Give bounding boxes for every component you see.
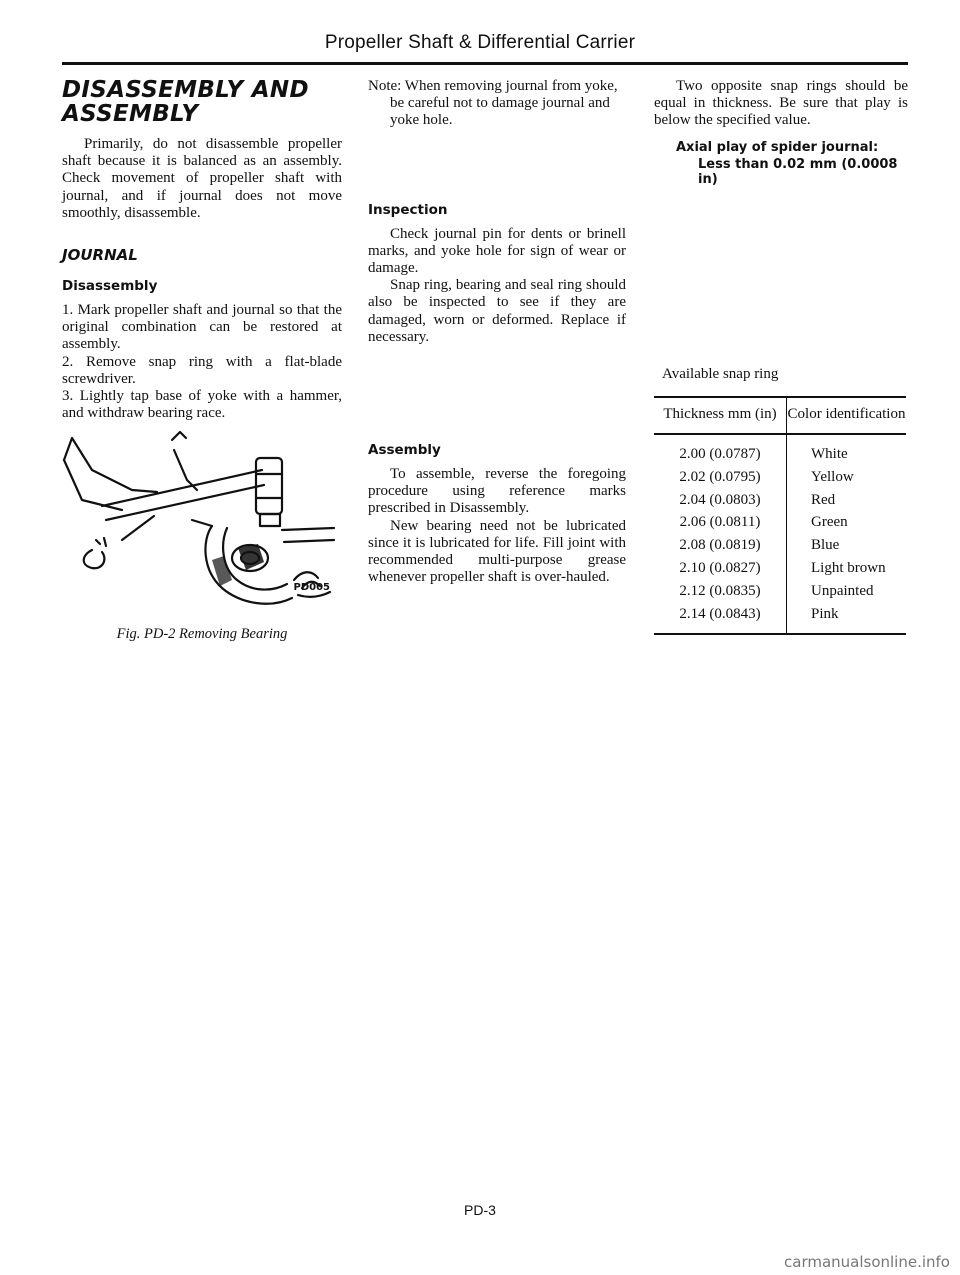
table-row — [654, 534, 906, 557]
header-rule — [62, 62, 908, 65]
thickness-cell: 2.08 (0.0819) — [654, 534, 787, 557]
note-block — [368, 78, 626, 130]
thickness-cell: 2.04 (0.0803) — [654, 489, 787, 512]
table-header-row — [654, 397, 906, 434]
color-cell: Green — [811, 514, 848, 531]
color-cell: Red — [811, 491, 836, 508]
header-color — [787, 397, 907, 434]
color-cell: Pink — [787, 603, 907, 635]
removing-bearing-figure — [62, 430, 342, 630]
step-2: 2. Remove snap ring with a flat-blade screwdriver. — [62, 353, 342, 387]
snap-ring-table — [654, 396, 906, 635]
header-color-label: Color identification — [787, 406, 906, 422]
column-middle — [368, 78, 626, 586]
disassembly-heading: Disassembly — [62, 278, 158, 295]
table-row — [654, 489, 906, 512]
intro-paragraph: Primarily, do not disassemble propeller shaft because it is balanced as an assembly. Check movement of propeller shaft with journal, and if journal does not move smoothly, disassemble. — [62, 136, 342, 221]
thickness-cell: 2.10 (0.0827) — [654, 557, 787, 580]
assembly-paragraph-2: New bearing need not be lubricated since it is lubricated for life. Fill joint with recommended multi-purpose grease whenever propeller shaft is over-hauled. — [368, 517, 626, 586]
thickness-cell: 2.02 (0.0795) — [654, 466, 787, 489]
inspection-paragraph-1: Check journal pin for dents or brinell marks, and yoke hole for sign of wear or damage. — [368, 225, 626, 277]
figure-caption: Fig. PD-2 Removing Bearing — [116, 626, 288, 643]
assembly-heading: Assembly — [368, 442, 441, 459]
table-title: Available snap ring — [662, 366, 779, 382]
color-cell: Light brown — [811, 559, 886, 576]
color-cell: Unpainted — [811, 582, 874, 599]
watermark: carmanualsonline.info — [784, 1253, 950, 1271]
table-row — [654, 511, 906, 534]
header-thickness — [654, 397, 787, 434]
color-cell: Yellow — [811, 468, 854, 485]
color-cell: Blue — [811, 537, 840, 554]
table-row — [654, 434, 906, 466]
note-text: Note: When removing journal from yoke, be careful not to damage journal and yoke hole. — [368, 78, 618, 129]
snap-ring-paragraph: Two opposite snap rings should be equal in thickness. Be sure that play is below the specified value. — [654, 78, 908, 129]
page-number: PD-3 — [464, 1202, 496, 1218]
journal-heading: JOURNAL — [62, 246, 138, 265]
step-1: 1. Mark propeller shaft and journal so that the original combination can be restored at assembly. — [62, 302, 342, 353]
table-row — [654, 466, 906, 489]
thickness-cell: 2.06 (0.0811) — [654, 511, 787, 534]
header-thickness-label: Thickness mm (in) — [663, 406, 777, 422]
table-row — [654, 557, 906, 580]
inspection-heading: Inspection — [368, 201, 448, 218]
column-left — [62, 78, 342, 643]
spec-value: Less than 0.02 mm (0.0008 in) — [698, 156, 898, 187]
page-header: Propeller Shaft & Differential Carrier — [324, 32, 636, 53]
thickness-cell: 2.00 (0.0787) — [654, 434, 787, 466]
thickness-cell: 2.12 (0.0835) — [654, 580, 787, 603]
assembly-paragraph-1: To assemble, reverse the foregoing procedure using reference marks prescribed in Disassembly. — [368, 466, 626, 517]
table-row — [654, 603, 906, 635]
section-heading: DISASSEMBLY AND ASSEMBLY — [62, 77, 309, 127]
inspection-paragraph-2: Snap ring, bearing and seal ring should also be inspected to see if they are damaged, worn or deformed. Replace if necessary. — [368, 277, 626, 345]
table-row — [654, 580, 906, 603]
figure-code: PD005 — [293, 582, 330, 594]
column-right — [654, 78, 908, 622]
step-3: 3. Lightly tap base of yoke with a hammer, and withdraw bearing race. — [62, 388, 342, 422]
color-cell: White — [811, 446, 848, 462]
thickness-cell: 2.14 (0.0843) — [654, 603, 787, 635]
spec-title: Axial play of spider journal: — [676, 139, 879, 155]
